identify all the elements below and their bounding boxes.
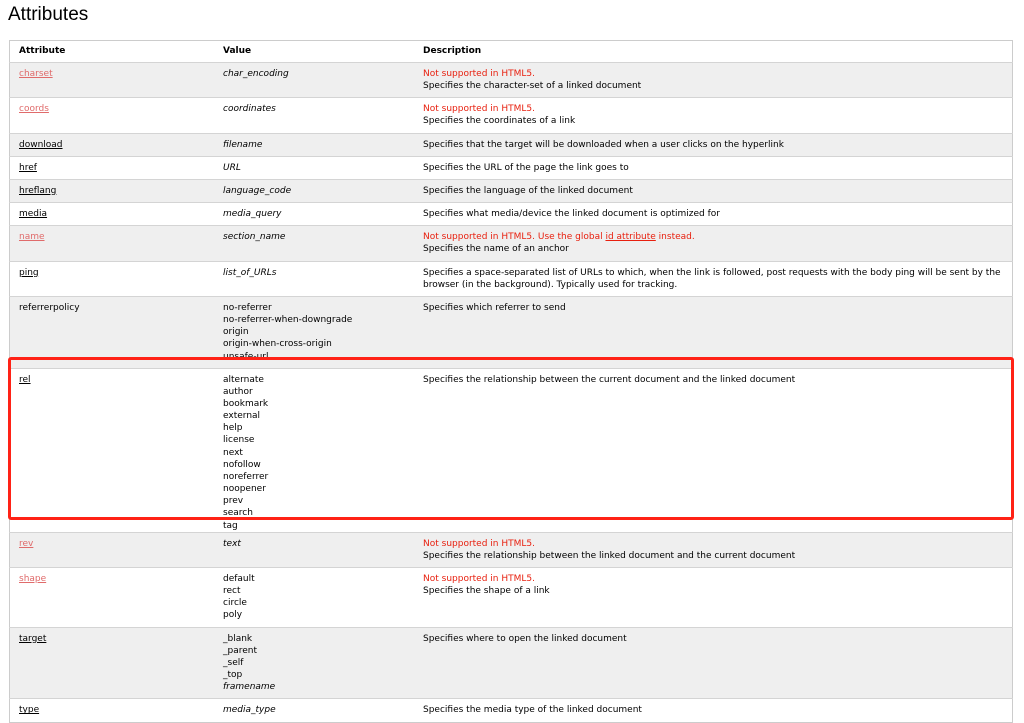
table-header-row (10, 41, 1013, 63)
value-text: text (223, 538, 241, 549)
value-option: rect (223, 586, 241, 597)
value-text: media_type (223, 705, 276, 716)
description-text: Specifies which referrer to send (423, 302, 566, 313)
description-text: Specifies what media/device the linked document is optimized for (423, 209, 721, 220)
attribute-link-rel[interactable]: rel (19, 374, 31, 385)
value-option: no-referrer (223, 302, 272, 313)
value-option: nofollow (223, 459, 261, 470)
value-option: no-referrer-when-downgrade (223, 315, 353, 326)
value-text: section_name (223, 232, 286, 243)
value-option: license (223, 435, 255, 446)
table-row-rev (10, 532, 1013, 567)
value-option: noopener (223, 484, 266, 495)
header-attribute: Attribute (10, 41, 215, 63)
description-text: Specifies the language of the linked document (423, 185, 633, 196)
value-option: origin-when-cross-origin (223, 339, 332, 350)
attribute-link-charset[interactable]: charset (19, 69, 53, 79)
value-option: prev (223, 496, 244, 507)
deprecation-warning: Not supported in HTML5. (423, 574, 535, 584)
attribute-link-shape[interactable]: shape (19, 574, 47, 584)
description-text: Specifies the relationship between the current document and the linked document (423, 374, 796, 385)
table-row-shape (10, 568, 1013, 628)
attributes-table (9, 40, 1013, 723)
attribute-link-media[interactable]: media (19, 209, 48, 220)
warning-text: Not supported in HTML5. Use the global (423, 232, 606, 243)
table-row-download (10, 133, 1013, 156)
value-option: search (223, 508, 253, 519)
value-option: help (223, 423, 243, 434)
description-text: Specifies the name of an anchor (423, 244, 569, 255)
value-option: bookmark (223, 398, 269, 409)
table-row-coords (10, 98, 1013, 133)
table-row-media (10, 203, 1013, 226)
table-row-ping (10, 261, 1013, 296)
table-row-type (10, 699, 1013, 722)
attribute-link-rev[interactable]: rev (19, 538, 34, 549)
value-option: _parent (223, 645, 258, 656)
value-option: circle (223, 598, 247, 609)
value-text: filename (223, 139, 263, 150)
attribute-link-coords[interactable]: coords (19, 104, 49, 115)
description-text: Specifies the media type of the linked document (423, 705, 642, 716)
description-text: Specifies the shape of a link (423, 586, 550, 597)
deprecation-warning: Not supported in HTML5. (423, 538, 535, 549)
table-row-rel (10, 368, 1013, 532)
description-text: Specifies the character-set of a linked document (423, 81, 642, 92)
table-row-name (10, 226, 1013, 261)
description-text: Specifies the coordinates of a link (423, 116, 576, 127)
value-option: unsafe-url (223, 351, 269, 362)
attribute-link-href[interactable]: href (19, 162, 37, 173)
value-text: language_code (223, 185, 292, 196)
value-text: list_of_URLs (223, 267, 277, 278)
table-row-hreflang (10, 179, 1013, 202)
deprecation-warning: Not supported in HTML5. (423, 104, 535, 115)
value-option: _self (223, 657, 244, 668)
value-option: next (223, 447, 243, 458)
value-text: char_encoding (223, 69, 289, 79)
header-value: Value (214, 41, 414, 63)
attribute-link-download[interactable]: download (19, 139, 63, 150)
description-text: Specifies that the target will be downloaded when a user clicks on the hyperlink (423, 139, 784, 150)
table-row-href (10, 156, 1013, 179)
value-option: poly (223, 610, 243, 621)
table-row-referrerpolicy (10, 296, 1013, 368)
attribute-name-referrerpolicy: referrerpolicy (19, 302, 80, 313)
header-description: Description (414, 41, 1013, 63)
description-text: Specifies where to open the linked document (423, 633, 627, 644)
attribute-link-target[interactable]: target (19, 633, 47, 644)
value-text: coordinates (223, 104, 276, 115)
value-text: media_query (223, 209, 282, 220)
attribute-link-ping[interactable]: ping (19, 267, 39, 278)
value-option: author (223, 386, 253, 397)
value-option: tag (223, 520, 238, 531)
value-option: default (223, 574, 255, 584)
description-text: Specifies the relationship between the linked document and the current document (423, 550, 796, 561)
value-option: external (223, 411, 261, 422)
warning-text-end: instead. (655, 232, 695, 243)
value-option: origin (223, 327, 249, 338)
value-option: noreferrer (223, 471, 269, 482)
attribute-link-hreflang[interactable]: hreflang (19, 185, 57, 196)
value-option: _top (223, 670, 243, 681)
attribute-link-name[interactable]: name (19, 232, 45, 243)
attribute-link-type[interactable]: type (19, 705, 40, 716)
table-row-charset (10, 63, 1013, 98)
deprecation-warning (423, 231, 1012, 243)
page-title: Attributes (8, 4, 89, 25)
id-attribute-link[interactable]: id attribute (605, 232, 656, 243)
deprecation-warning: Not supported in HTML5. (423, 69, 535, 79)
description-text: Specifies the URL of the page the link goes to (423, 162, 629, 173)
value-text: URL (223, 162, 241, 173)
value-option: alternate (223, 374, 264, 385)
table-row-target (10, 627, 1013, 699)
value-option: framename (223, 682, 276, 693)
value-option: _blank (223, 633, 253, 644)
description-text: Specifies a space-separated list of URLs to which, when the link is followed, post requests with the body ping will be sent by the browser (in the background). Typically used for tracking. (423, 267, 1001, 290)
